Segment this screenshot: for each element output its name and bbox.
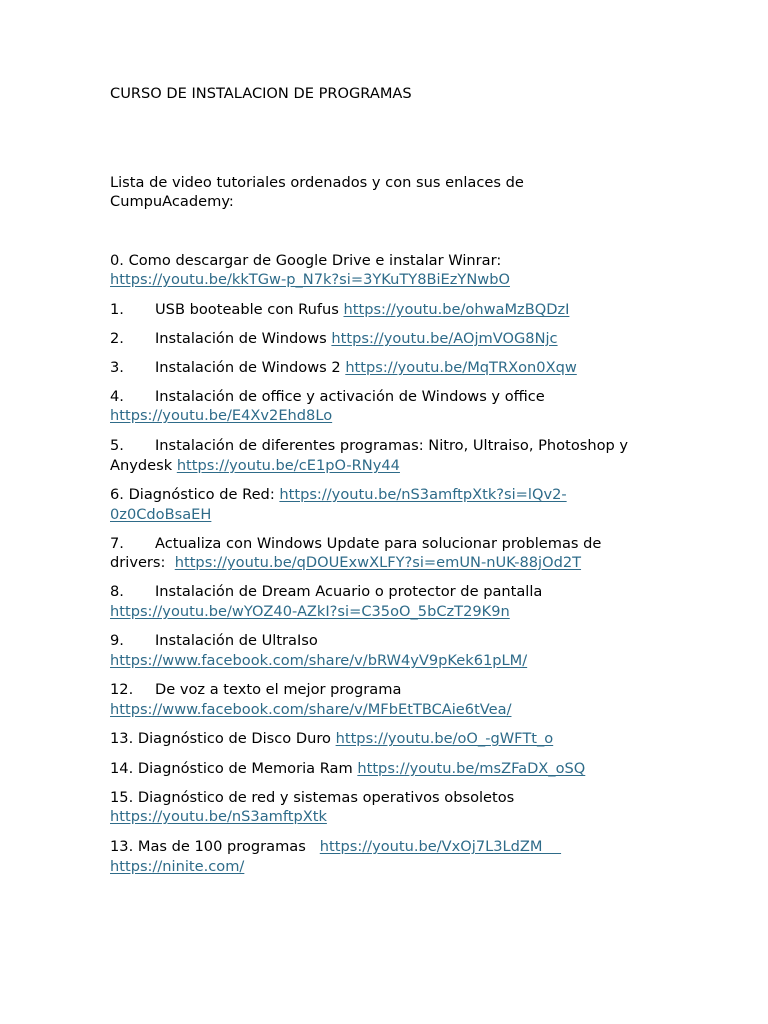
item-7-text: Actualiza con Windows Update para solucionar problemas de [155,535,602,552]
item-3-link[interactable]: https://youtu.be/MqTRXon0Xqw [345,359,577,376]
item-4 [110,387,545,407]
item-5-number: 5. [110,437,124,454]
item-1-number: 1. [110,301,124,318]
item-12-number: 12. [110,681,134,698]
item-0-line2 [110,270,510,290]
item-14 [110,759,585,779]
item-2-number: 2. [110,330,124,347]
item-8-text: Instalación de Dream Acuario o protector de pantalla [155,583,543,600]
item-9-number: 9. [110,632,124,649]
item-2 [110,329,558,349]
item-8 [110,582,542,602]
item-5 [110,436,628,456]
item-4-number: 4. [110,388,124,405]
item-12-link[interactable]: https://www.facebook.com/share/v/MFbEtTBCAie6tVea/ [110,701,512,718]
item-13 [110,729,553,749]
item-5-link[interactable]: https://youtu.be/cE1pO-RNy44 [176,457,400,474]
item-15-link[interactable]: https://youtu.be/nS3amftpXtk [110,808,327,825]
item-9 [110,631,318,651]
item-13-text: 13. Diagnóstico de Disco Duro [110,730,336,747]
item-6 [110,485,567,505]
item-4-line2 [110,406,332,426]
item-7-number: 7. [110,535,124,552]
item-9-line2 [110,651,527,671]
item-2-text: Instalación de Windows [155,330,332,347]
item-13b-link[interactable] [320,838,561,855]
item-5-text-cont: Anydesk [110,457,177,474]
item-15-text: 15. Diagnóstico de red y sistemas operativos obsoletos [110,789,515,806]
item-6-link[interactable]: https://youtu.be/nS3amftpXtk?si=lQv2- [279,486,567,503]
item-9-text: Instalación de UltraIso [155,632,318,649]
item-9-link[interactable]: https://www.facebook.com/share/v/bRW4yV9pKek61pLM/ [110,652,528,669]
item-1-link[interactable]: https://youtu.be/ohwaMzBQDzI [343,301,570,318]
item-6-link-cont[interactable]: 0z0CdoBsaEH [110,506,212,523]
item-8-number: 8. [110,583,124,600]
item-15-line2 [110,807,327,827]
item-5-line2 [110,456,400,476]
item-14-link[interactable]: https://youtu.be/msZFaDX_oSQ [357,760,586,777]
item-13b-link-pad [543,838,562,855]
document-title: CURSO DE INSTALACION DE PROGRAMAS [110,85,412,102]
item-15 [110,788,514,808]
item-14-text: 14. Diagnóstico de Memoria Ram [110,760,358,777]
item-1-text: USB booteable con Rufus [155,301,344,318]
item-2-link[interactable]: https://youtu.be/AOjmVOG8Njc [331,330,558,347]
item-8-link[interactable]: https://youtu.be/wYOZ40-AZkI?si=C35oO_5bCzT29K9n [110,603,510,620]
item-13b [110,837,561,857]
item-12-line2 [110,700,511,720]
item-7-text-cont: drivers: [110,554,175,571]
item-6-text: 6. Diagnóstico de Red: [110,486,280,503]
item-8-line2 [110,602,510,622]
item-7-line2 [110,553,581,573]
intro-line-2: CumpuAcademy: [110,193,234,210]
item-6-line2 [110,505,211,525]
ninite-link[interactable]: https://ninite.com/ [110,858,245,875]
item-3-number: 3. [110,359,124,376]
item-4-link[interactable]: https://youtu.be/E4Xv2Ehd8Lo [110,407,333,424]
item-13b-link-text: https://youtu.be/VxOj7L3LdZM [319,838,543,855]
item-12 [110,680,401,700]
item-5-text: Instalación de diferentes programas: Nitro, Ultraiso, Photoshop y [155,437,629,454]
item-3 [110,358,577,378]
item-13b-line2 [110,857,244,877]
item-7 [110,534,601,554]
intro-line-1: Lista de video tutoriales ordenados y con sus enlaces de [110,174,524,191]
item-12-text: De voz a texto el mejor programa [155,681,402,698]
item-1 [110,300,569,320]
item-7-link[interactable]: https://youtu.be/qDOUExwXLFY?si=emUN-nUK-88jOd2T [174,554,582,571]
item-13-link[interactable]: https://youtu.be/oO_-gWFTt_o [335,730,554,747]
item-3-text: Instalación de Windows 2 [155,359,346,376]
item-0-text: 0. Como descargar de Google Drive e instalar Winrar: [110,252,502,269]
item-0-link[interactable]: https://youtu.be/kkTGw-p_N7k?si=3YKuTY8BiEzYNwbO [110,271,510,288]
item-4-text: Instalación de office y activación de Windows y office [155,388,545,405]
item-13b-text: 13. Mas de 100 programas [110,838,320,855]
